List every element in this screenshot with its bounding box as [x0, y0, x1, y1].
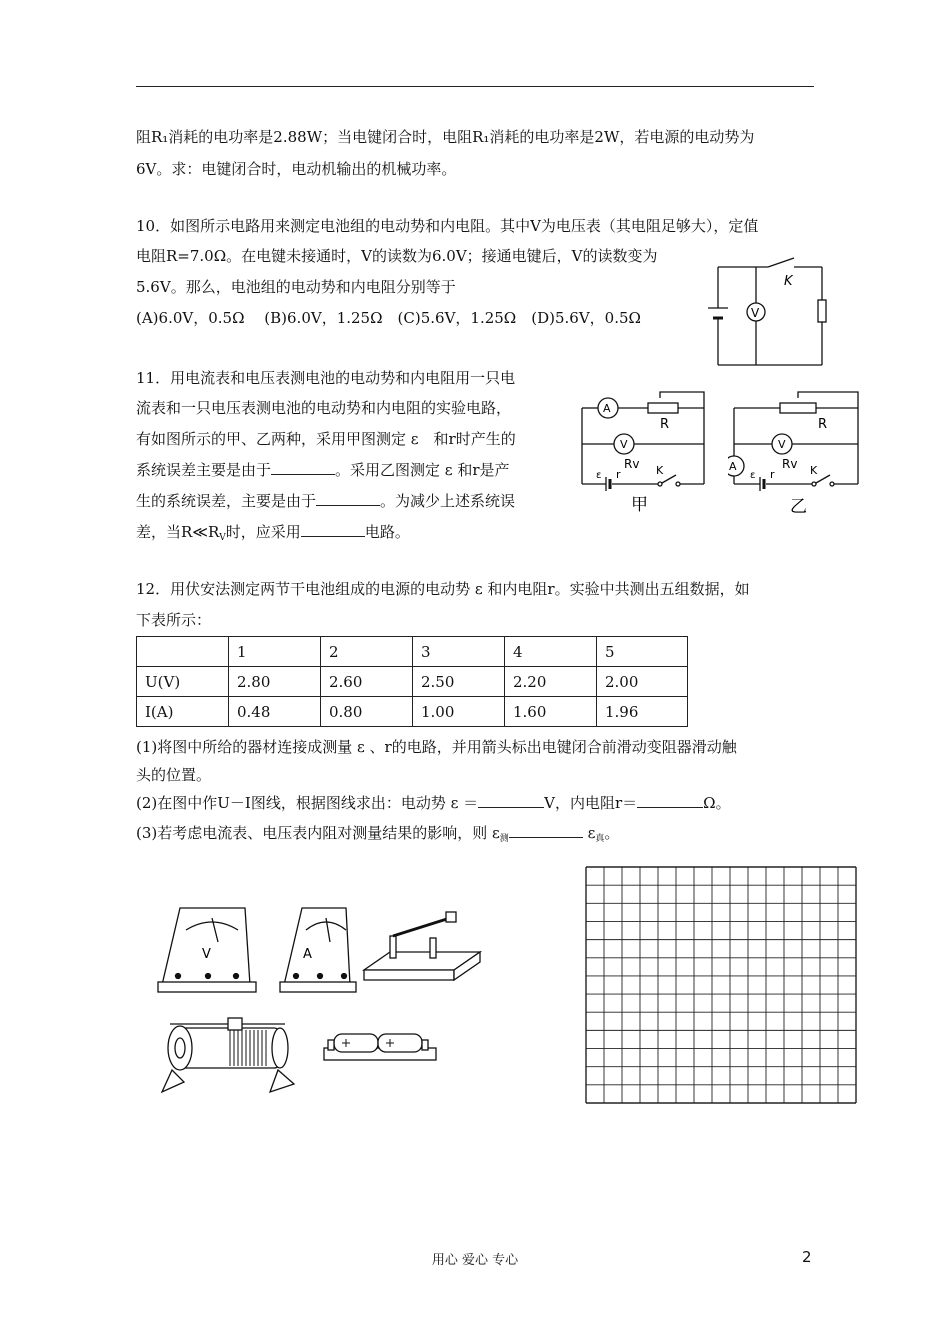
page-number: 2 — [802, 1248, 812, 1266]
q11-line-5-a: 生的系统误差，主要是由于 — [136, 492, 317, 510]
q10-switch-label: K — [784, 274, 793, 289]
q12-line-2: 下表所示： — [136, 611, 212, 629]
q12-emf-blank[interactable] — [478, 793, 544, 808]
q10-options: (A)6.0V，0.5Ω (B)6.0V，1.25Ω (C)5.6V，1.25Ω (D)5.6V，0.5Ω — [136, 309, 641, 327]
table-cell: 2.50 — [413, 667, 505, 697]
yi-rv-label: Rv — [782, 457, 798, 471]
equip-ammeter-label: A — [303, 947, 312, 962]
table-cell: 2.00 — [597, 667, 688, 697]
q11-line-4-b: 。采用乙图测定 ε 和r是产 — [335, 461, 510, 479]
q12-part3-end: 。 — [604, 824, 620, 842]
q11-line-6-a: 差，当R≪R — [136, 523, 220, 541]
jia-eps-label: ε — [596, 470, 602, 481]
jia-k-label: K — [656, 464, 664, 477]
q12-r-blank[interactable] — [637, 793, 703, 808]
q10-voltmeter-label: V — [751, 306, 760, 320]
q11-line-5-b: 。为减少上述系统误 — [380, 492, 516, 510]
jia-caption: 甲 — [631, 495, 648, 515]
q10-line-2: 电阻R=7.0Ω。在电键未接通时，V的读数为6.0V；接通电键后，V的读数变为 — [136, 247, 658, 265]
q11-line-6 — [136, 522, 410, 545]
q12-part2-a: (2)在图中作U－I图线，根据图线求出：电动势 ε ＝ — [136, 794, 479, 812]
table-cell: U(V) — [137, 667, 229, 697]
table-cell: 3 — [413, 637, 505, 667]
q11-line-6-sub: V — [219, 533, 226, 543]
yi-caption: 乙 — [790, 497, 807, 517]
circuit-jia-figure — [576, 388, 711, 518]
q11-line-3: 有如图所示的甲、乙两种，采用甲图测定 ε 和r时产生的 — [136, 430, 516, 448]
q12-part3-sub-true: 真 — [595, 834, 605, 844]
yi-k-label: K — [810, 464, 818, 477]
q12-part1-line-1: (1)将图中所给的器材连接成测量 ε 、r的电路，并用箭头标出电键闭合前滑动变阻器滑动触 — [136, 738, 737, 756]
table-cell — [137, 637, 229, 667]
table-cell: 1 — [229, 637, 321, 667]
circuit-yi-figure — [728, 388, 863, 518]
q11-blank-2[interactable] — [316, 491, 380, 506]
q12-line-1: 12．用伏安法测定两节干电池组成的电源的电动势 ε 和内电阻r。实验中共测出五组数据，如 — [136, 580, 750, 598]
q11-line-1: 11．用电流表和电压表测电池的电动势和内电阻用一只电 — [136, 369, 516, 387]
q9-line-2: 6V。求：电键闭合时，电动机输出的机械功率。 — [136, 160, 457, 178]
table-cell: 2.60 — [321, 667, 413, 697]
table-cell: 4 — [505, 637, 597, 667]
q12-part2 — [136, 793, 731, 813]
yi-eps-label: ε — [750, 470, 756, 481]
q12-part3: (3)若考虑电流表、电压表内阻对测量结果的影响，则 $\varepsilon_测$ $\varepsilon_真$。 — [136, 824, 620, 844]
q12-part1-line-2: 头的位置。 — [136, 766, 212, 784]
q10-line-3: 5.6V。那么，电池组的电动势和内电阻分别等于 — [136, 278, 456, 296]
q11-line-4-a: 系统误差主要是由于 — [136, 461, 272, 479]
table-cell: 2.20 — [505, 667, 597, 697]
table-cell: 2.80 — [229, 667, 321, 697]
q11-line-6-b: 时，应采用 — [225, 523, 301, 541]
q10-line-1: 10．如图所示电路用来测定电池组的电动势和内电阻。其中V为电压表（其电阻足够大），定值 — [136, 217, 759, 235]
yi-r-label: r — [770, 468, 775, 481]
header-rule — [136, 86, 814, 87]
table-cell: 1.96 — [597, 697, 688, 727]
jia-voltmeter-label: V — [620, 438, 628, 451]
equip-voltmeter-label: V — [202, 947, 211, 962]
table-row — [137, 637, 688, 667]
table-cell: 5 — [597, 637, 688, 667]
table-row — [137, 667, 688, 697]
table-cell: 0.80 — [321, 697, 413, 727]
table-row — [137, 697, 688, 727]
graph-paper-grid[interactable] — [585, 866, 857, 1104]
q11-blank-1[interactable] — [271, 460, 335, 475]
q12-part3-sub-measured: 测 — [499, 834, 509, 844]
q11-line-2: 流表和一只电压表测电池的电动势和内电阻的实验电路， — [136, 399, 512, 417]
q11-line-4 — [136, 460, 510, 480]
jia-resistor-label: R — [660, 417, 670, 432]
equipment-figure — [150, 900, 490, 1115]
q12-part2-c: Ω。 — [703, 794, 731, 812]
table-cell: 0.48 — [229, 697, 321, 727]
q12-data-table — [136, 636, 688, 727]
table-cell: 1.00 — [413, 697, 505, 727]
voltmeter-base — [158, 982, 256, 992]
yi-ammeter-label: A — [729, 460, 737, 473]
footer-slogan: 用心 爱心 专心 — [431, 1253, 519, 1268]
jia-rv-label: Rv — [624, 457, 640, 471]
q12-compare-blank[interactable] — [509, 823, 583, 838]
jia-r-label: r — [616, 468, 621, 481]
ammeter-base — [280, 982, 356, 992]
q12-part2-b: V，内电阻r＝ — [544, 794, 638, 812]
yi-resistor-label: R — [818, 417, 828, 432]
table-cell: I(A) — [137, 697, 229, 727]
ammeter-case — [284, 908, 350, 985]
table-cell: 2 — [321, 637, 413, 667]
jia-ammeter-label: A — [603, 402, 611, 415]
q9-line-1: 阻R₁消耗的电功率是2.88W；当电键闭合时，电阻R₁消耗的电功率是2W，若电源的电动势为 — [136, 128, 755, 146]
q11-line-5 — [136, 491, 515, 511]
q12-part3-a: (3)若考虑电流表、电压表内阻对测量结果的影响，则 ε — [136, 824, 500, 842]
q11-blank-3[interactable] — [301, 522, 365, 537]
q10-circuit-figure — [706, 255, 831, 373]
table-cell: 1.60 — [505, 697, 597, 727]
yi-voltmeter-label: V — [778, 438, 786, 451]
q11-line-6-c: 电路。 — [364, 523, 410, 541]
